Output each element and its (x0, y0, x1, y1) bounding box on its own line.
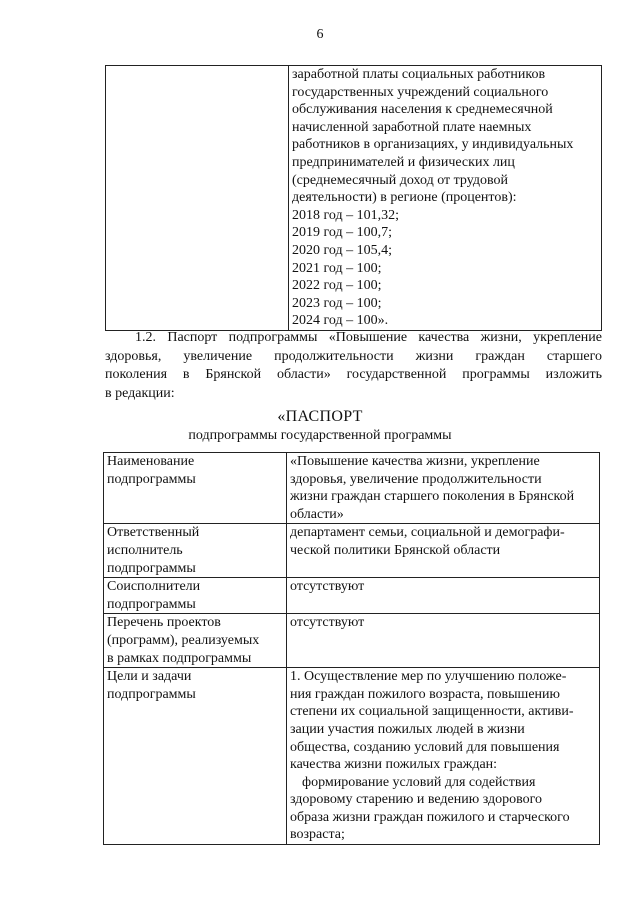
value-line: образа жизни граждан пожилого и старческого (290, 809, 570, 825)
year-value: 2020 год – 105,4; (292, 242, 393, 258)
empty-cell (106, 66, 289, 331)
label-line: Наименование (107, 454, 195, 469)
row-label-cell (104, 578, 287, 614)
year-value: 2024 год – 100». (292, 313, 389, 329)
row-label-cell (104, 668, 287, 845)
value-line: области» (290, 506, 344, 522)
label-line: подпрограммы (107, 686, 196, 702)
label-line: Цели и задачи (107, 669, 192, 685)
table-row (104, 668, 600, 845)
text-line: деятельности) в регионе (процентов): (292, 190, 517, 206)
value-line: здоровья, увеличение продолжительности (290, 471, 542, 487)
value-line: качества жизни пожилых граждан: (290, 757, 498, 773)
paragraph-line: здоровья, увеличение продолжительности жизни граждан старшего (105, 348, 602, 364)
row-value-cell (287, 578, 600, 614)
text-line: (среднемесячный доход от трудовой (292, 172, 508, 188)
text-line: заработной платы социальных работников (292, 67, 546, 82)
value-line: зации участия пожилых людей в жизни (290, 721, 525, 737)
year-value: 2021 год – 100; (292, 260, 382, 276)
value-line: формирование условий для содействия (302, 774, 536, 790)
row-label-cell (104, 453, 287, 524)
label-line: подпрограммы (107, 596, 196, 612)
label-line: в рамках подпрограммы (107, 650, 252, 666)
table-row (104, 578, 600, 614)
year-value: 2023 год – 100; (292, 295, 382, 311)
label-line: подпрограммы (107, 560, 196, 576)
value-line: общества, созданию условий для повышения (290, 739, 560, 755)
table-row (106, 66, 602, 331)
label-line: Перечень проектов (107, 615, 221, 631)
text-line: государственных учреждений социального (292, 84, 549, 100)
text-line: обслуживания населения к среднемесячной (292, 102, 553, 118)
row-value-cell (287, 614, 600, 668)
text-line: предпринимателей и физических лиц (292, 154, 515, 170)
label-line: Соисполнители (107, 579, 201, 595)
label-line: исполнитель (107, 542, 183, 558)
value-line: ческой политики Брянской области (290, 542, 501, 558)
text-line: начисленной заработной плате наемных (292, 119, 532, 135)
row-value-cell (287, 453, 600, 524)
row-value-cell (287, 524, 600, 578)
passport-subtitle: подпрограммы государственной программы (188, 428, 452, 443)
year-value: 2022 год – 100; (292, 278, 382, 294)
row-value-cell (287, 668, 600, 845)
paragraph-line: в редакции: (105, 385, 175, 401)
passport-title: «ПАСПОРТ (277, 408, 363, 425)
passport-table (103, 452, 600, 845)
paragraph-line: 1.2. Паспорт подпрограммы «Повышение качества жизни, укрепление (135, 330, 602, 345)
value-line: возраста; (290, 827, 345, 843)
amendment-paragraph (105, 329, 602, 403)
value-line: отсутствуют (290, 615, 365, 631)
label-line: Ответственный (107, 525, 200, 541)
label-line: подпрограммы (107, 471, 196, 487)
continuation-table (105, 65, 602, 331)
row-label-cell (104, 614, 287, 668)
year-value: 2019 год – 100,7; (292, 225, 393, 241)
value-line: ния граждан пожилого возраста, повышению (290, 686, 560, 702)
page-number: 6 (316, 27, 324, 42)
paragraph-line: поколения в Брянской области» государственной программы изложить (105, 367, 602, 382)
text-line: работников в организациях, у индивидуальных (292, 137, 574, 153)
year-value: 2018 год – 101,32; (292, 207, 400, 223)
value-line: степени их социальной защищенности, активи- (290, 704, 574, 720)
value-line: «Повышение качества жизни, укрепление (290, 454, 540, 469)
table-row (104, 524, 600, 578)
value-line: департамент семьи, социальной и демографи- (290, 525, 565, 541)
label-line: (программ), реализуемых (107, 632, 260, 648)
table-row (104, 453, 600, 524)
table-row (104, 614, 600, 668)
value-line: здоровому старению и ведению здорового (290, 792, 543, 808)
value-line: жизни граждан старшего поколения в Брянской (290, 489, 575, 505)
value-line: отсутствуют (290, 579, 365, 595)
row-label-cell (104, 524, 287, 578)
value-cell (289, 66, 602, 331)
value-line: 1. Осуществление мер по улучшению положе- (290, 669, 567, 685)
